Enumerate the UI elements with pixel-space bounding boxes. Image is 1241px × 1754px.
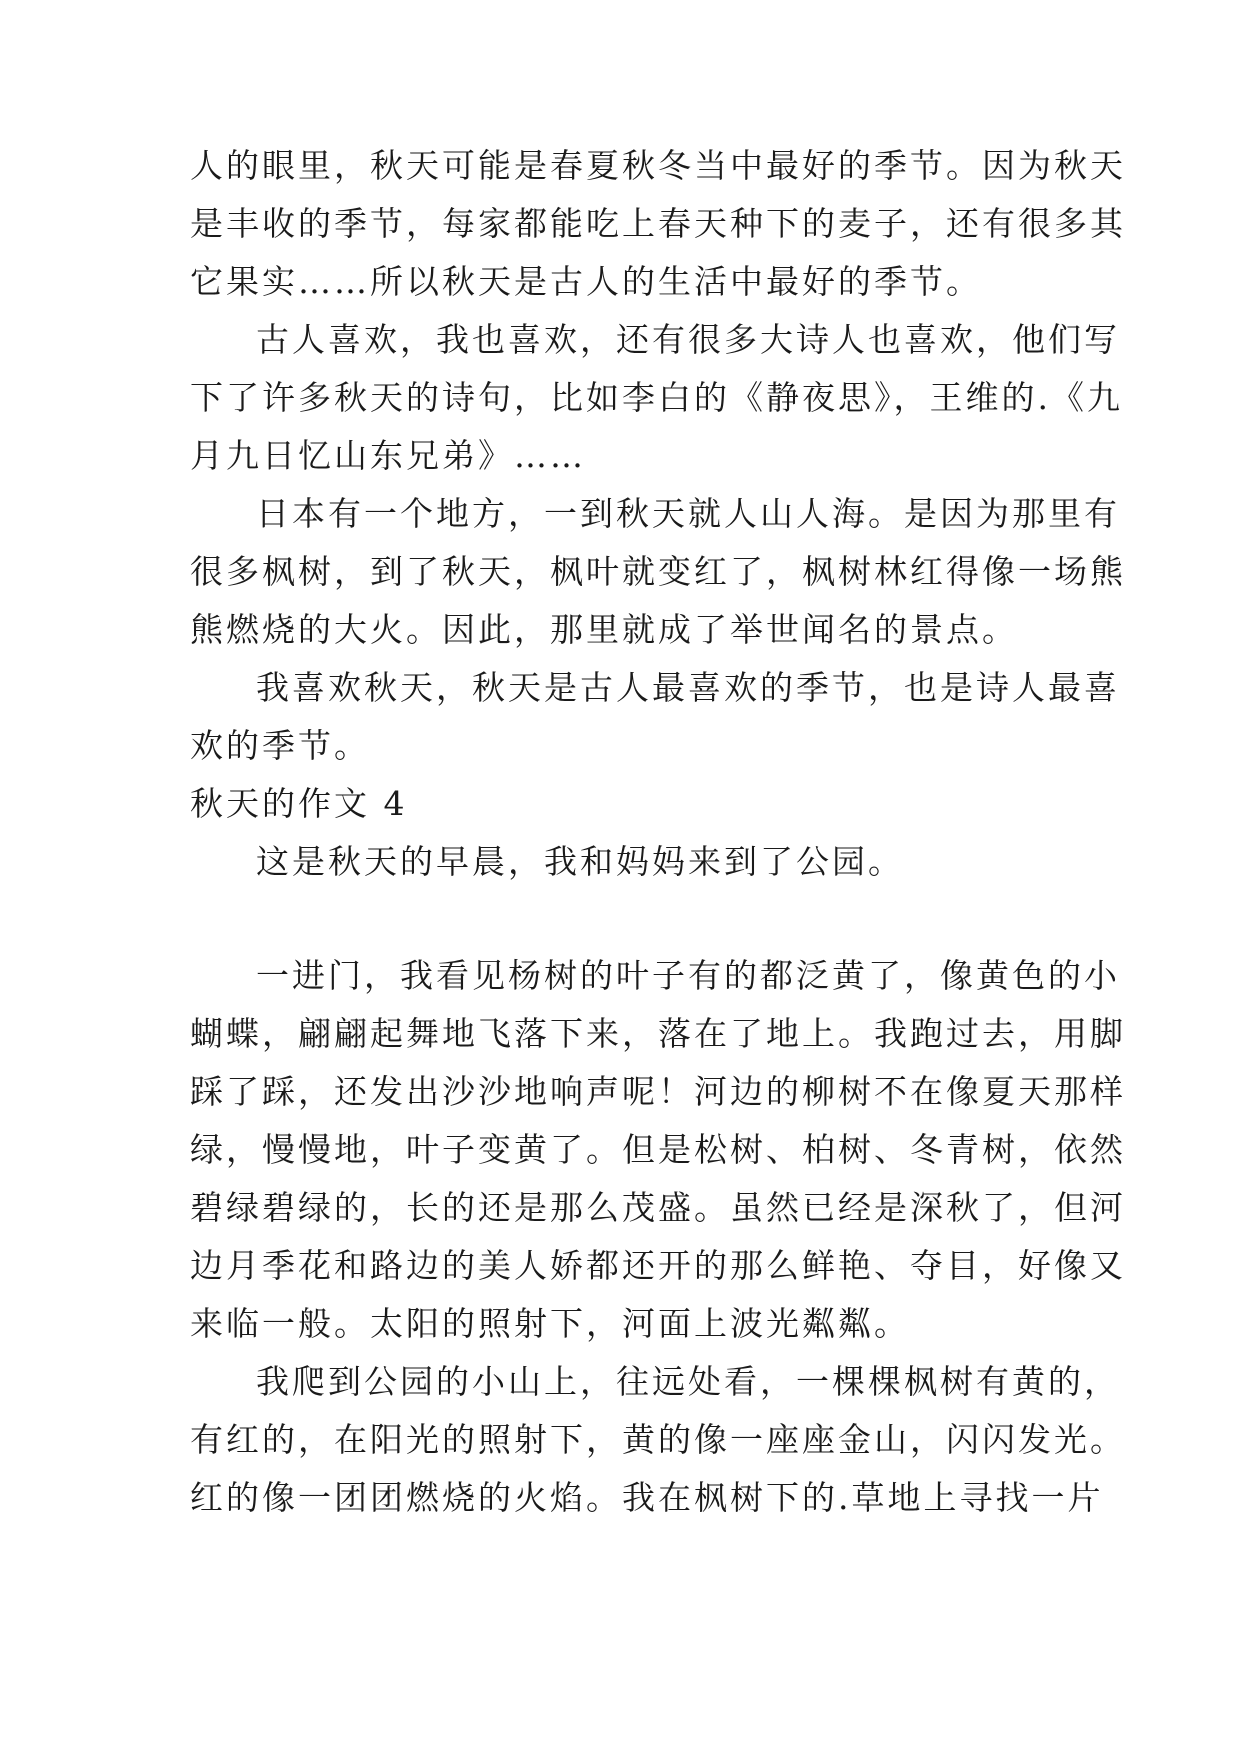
text-line: 欢的季节。 [190, 726, 370, 765]
text-line: 下了许多秋天的诗句，比如李白的《静夜思》，王维的.《九 [190, 378, 1123, 417]
text-line: 熊燃烧的大火。因此，那里就成了举世闻名的景点。 [190, 610, 1018, 649]
text-line: 它果实……所以秋天是古人的生活中最好的季节。 [190, 262, 982, 301]
section-heading: 秋天的作文 4 [190, 784, 408, 823]
text-line: 蝴蝶，翩翩起舞地飞落下来，落在了地上。我跑过去，用脚 [190, 1014, 1126, 1053]
text-line: 很多枫树，到了秋天，枫叶就变红了，枫树林红得像一场熊 [190, 552, 1126, 591]
text-line: 碧绿碧绿的，长的还是那么茂盛。虽然已经是深秋了，但河 [190, 1188, 1126, 1227]
text-line: 是丰收的季节，每家都能吃上春天种下的麦子，还有很多其 [190, 204, 1126, 243]
paragraph-start: 我喜欢秋天，秋天是古人最喜欢的季节，也是诗人最喜 [256, 668, 1120, 707]
paragraph-start: 日本有一个地方，一到秋天就人山人海。是因为那里有 [256, 494, 1120, 533]
text-line: 人的眼里，秋天可能是春夏秋冬当中最好的季节。因为秋天 [190, 146, 1126, 185]
text-line: 踩了踩，还发出沙沙地响声呢！河边的柳树不在像夏天那样 [190, 1072, 1126, 1111]
paragraph-start: 古人喜欢，我也喜欢，还有很多大诗人也喜欢，他们写 [256, 320, 1120, 359]
text-line: 月九日忆山东兄弟》…… [190, 436, 586, 475]
text-line: 绿，慢慢地，叶子变黄了。但是松树、柏树、冬青树，依然 [190, 1130, 1126, 1169]
text-line: 来临一般。太阳的照射下，河面上波光粼粼。 [190, 1304, 910, 1343]
paragraph-start: 这是秋天的早晨，我和妈妈来到了公园。 [256, 842, 904, 881]
text-line: 有红的，在阳光的照射下，黄的像一座座金山，闪闪发光。 [190, 1420, 1126, 1459]
text-line: 红的像一团团燃烧的火焰。我在枫树下的.草地上寻找一片 [190, 1478, 1104, 1517]
text-line: 边月季花和路边的美人娇都还开的那么鲜艳、夺目，好像又 [190, 1246, 1126, 1285]
paragraph-start: 一进门，我看见杨树的叶子有的都泛黄了，像黄色的小 [256, 956, 1120, 995]
paragraph-start: 我爬到公园的小山上，往远处看，一棵棵枫树有黄的， [256, 1362, 1120, 1401]
